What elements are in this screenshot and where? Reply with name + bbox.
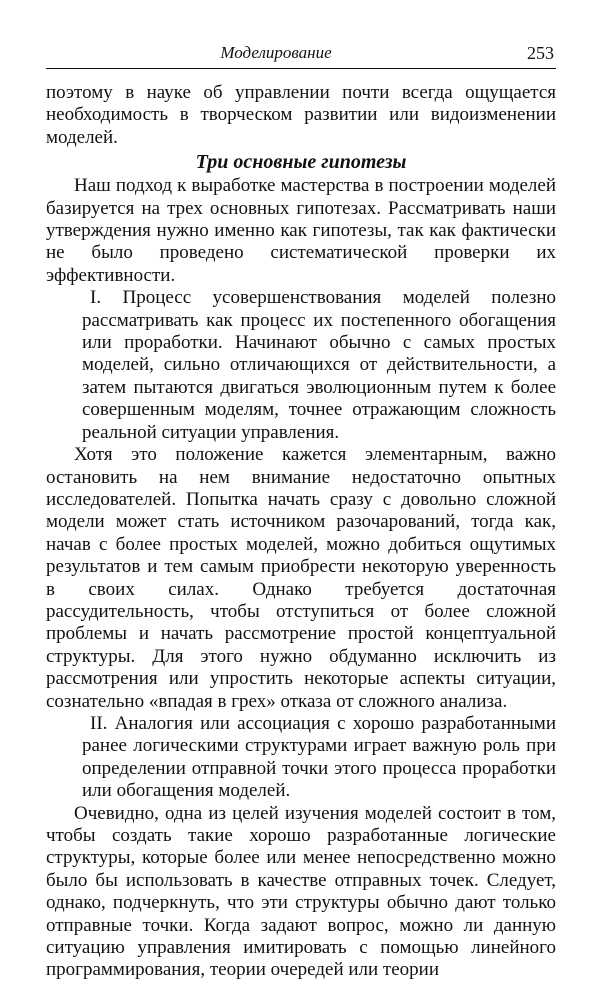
paragraph-discussion: Хотя это положение кажется элементарным, важно остановить на нем внимание недостаточно опытных исследователей. Попытка начать сразу с довольно сложной модели может стать источником разочарований, тогда как, начав с более простых моделей, можно добиться ощутимых результатов и тем самым приобрести некоторую уверенность в своих силах. Однако требуется достаточная рассудительность, чтобы отступиться от более сложной проблемы и начать рассмотрение простой концептуальной структуры. Для этого нужно обдуманно исключить из рассмотрения или упростить некоторые аспекты ситуации, сознательно «впадая в грех» отказа от сложного анализа. xyxy=(46,444,556,712)
page-number: 253 xyxy=(527,43,554,63)
hypothesis-one: I. Процесс усовершенствования моделей полезно рассматривать как процесс их постепенного обогащения или проработки. Начинают обычно с самых простых моделей, сильно отличающихся от действительности, а затем пытаются двигаться эволюционным путем к более совершенным моделям, точнее отражающим сложность реальной ситуации управления. xyxy=(82,287,556,443)
running-head xyxy=(46,40,556,69)
body-text xyxy=(46,82,556,982)
section-title: Три основные гипотезы xyxy=(195,151,407,174)
paragraph-intro: Наш подход к выработке мастерства в построении моделей базируется на трех основных гипотезах. Рассматривать наши утверждения нужно именно как гипотезы, так как фактически не было проведено систематической проверки их эффективности. xyxy=(46,175,556,286)
paragraph-models: Очевидно, одна из целей изучения моделей состоит в том, чтобы создать такие хорошо разработанные логические структуры, которые более или менее непосредственно можно было бы использовать в качестве отправных точек. Следует, однако, подчеркнуть, что эти структуры обычно дают только отправные точки. Когда задают вопрос, можно ли данную ситуацию управления имитировать с помощью линейного программирования, теории очередей или теории xyxy=(46,802,556,981)
paragraph-continuation: поэтому в науке об управлении почти всегда ощущается необходимость в творческом развитии или видоизменении моделей. xyxy=(46,82,556,148)
hypothesis-two: II. Аналогия или ассоциация с хорошо разработанными ранее логическими структурами играет важную роль при определении отправной точки этого процесса проработки или обогащения моделей. xyxy=(82,712,556,802)
running-title: Моделирование xyxy=(220,43,332,62)
